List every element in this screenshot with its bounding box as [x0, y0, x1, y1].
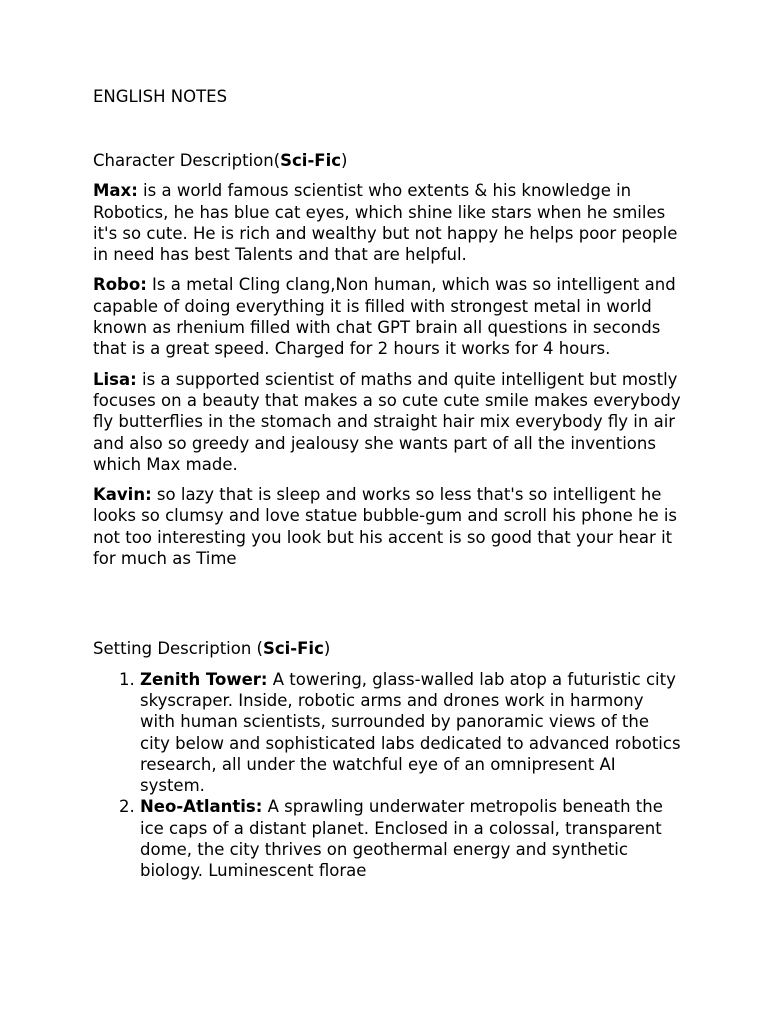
setting-zenith-tower: [140, 669, 683, 797]
character-name: Robo:: [93, 275, 147, 295]
character-kavin: [93, 484, 683, 569]
setting-heading-prefix: Setting Description (: [93, 639, 263, 659]
character-max: [93, 180, 683, 265]
character-heading-genre: Sci-Fic: [280, 151, 342, 170]
setting-name: Zenith Tower:: [140, 669, 268, 689]
character-lisa: [93, 369, 683, 475]
document-title: ENGLISH NOTES: [93, 87, 228, 106]
setting-name: Neo-Atlantis:: [140, 797, 263, 817]
setting-description: A towering, glass-walled lab atop a futuristic city skyscraper. Inside, robotic arms and drones work in harmony with human scientists, surrounded by panoramic views of the city below and sophisticated labs dedicated to advanced robotics research, all under the watchful eye of an omnipresent AI system.: [140, 669, 681, 796]
setting-heading-genre: Sci-Fic: [262, 639, 324, 659]
character-description: Is a metal Cling clang,Non human, which was so intelligent and capable of doing everything it is filled with strongest metal in world known as rhenium filled with chat GPT brain all questions in seconds that is a great speed. Charged for 2 hours it works for 4 hours.: [93, 275, 676, 359]
character-name: Lisa:: [93, 369, 137, 389]
setting-section-heading: [93, 638, 683, 659]
document-page: [93, 86, 683, 882]
setting-list: [93, 669, 683, 882]
setting-description: A sprawling underwater metropolis beneath the ice caps of a distant planet. Enclosed in a colossal, transparent dome, the city thrives on geothermal energy and synthetic biology. Luminescent florae: [140, 797, 663, 881]
character-robo: [93, 274, 683, 359]
character-description: is a supported scientist of maths and quite intelligent but mostly focuses on a beauty that makes a so cute cute smile makes everybody fly butterflies in the stomach and straight hair mix everybody fly in air and also so greedy and jealousy she wants part of all the inventions which Max made.: [93, 369, 681, 474]
character-section-heading: [93, 150, 683, 171]
character-description: is a world famous scientist who extents & his knowledge in Robotics, he has blue cat eyes, which shine like stars when he smiles it's so cute. He is rich and wealthy but not happy he helps poor people in need has best Talents and that are helpful.: [93, 181, 678, 265]
character-heading-suffix: ): [341, 151, 348, 170]
setting-neo-atlantis: [140, 796, 683, 881]
character-description: so lazy that is sleep and works so less that's so intelligent he looks so clumsy and love statue bubble-gum and scroll his phone he is not too interesting you look but his accent is so good that your hear it for much as Time: [93, 485, 678, 569]
character-name: Kavin:: [93, 485, 152, 505]
setting-heading-suffix: ): [323, 639, 331, 659]
character-heading-prefix: Character Description(: [93, 151, 281, 170]
character-name: Max:: [93, 181, 138, 201]
